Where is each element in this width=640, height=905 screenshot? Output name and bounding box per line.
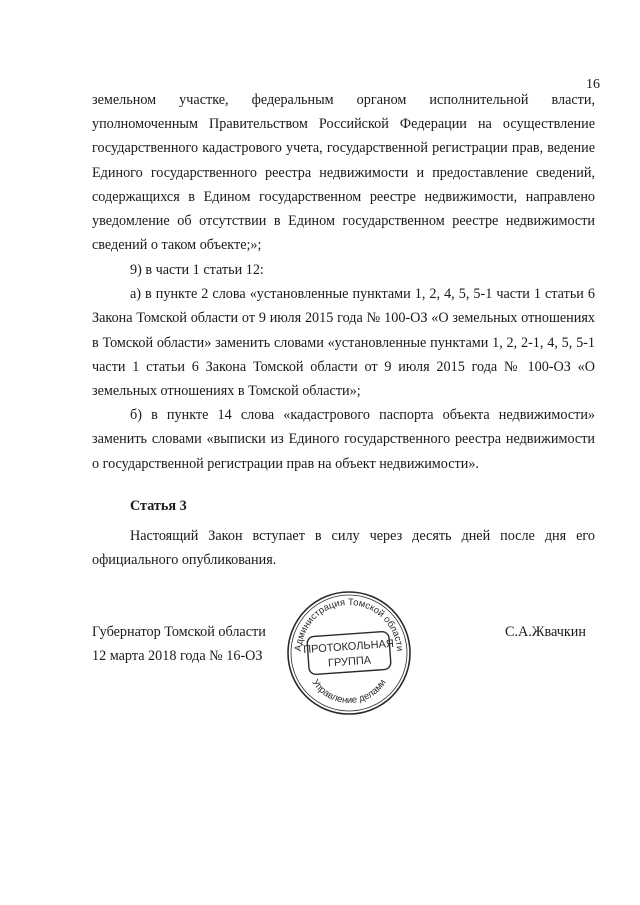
article-3-text: Настоящий Закон вступает в силу через десять дней после дня его официального опубликования. bbox=[92, 528, 595, 569]
law-date-number: 12 марта 2018 года № 16-ОЗ bbox=[92, 648, 263, 664]
svg-text:Управление делами bbox=[310, 678, 389, 707]
item-9b-paragraph: б) в пункте 14 слова «кадастрового паспорта объекта недвижимости» заменить словами «выписки из Единого государственного реестра недвижимости о государственной регистрации прав на объект недвижимости». bbox=[92, 407, 595, 472]
stamp-inner-line-2: ГРУППА bbox=[327, 654, 372, 670]
continuation-paragraph: уполномоченным Правительством Российской Федерации на осуществление государственного кадастрового учета, государственной регистрации прав, ведение Единого государственного реестра недвижимости и предоставление сведений, содержащихся в Едином государственном реестре недвижимости, направлено уведомление об отсутствии в Едином государственном реестре недвижимости сведений о таком объекте;»; bbox=[92, 116, 595, 254]
continuation-block bbox=[92, 88, 595, 257]
stamp-outer-bottom-text: Управление делами bbox=[309, 677, 389, 707]
stamp-inner-line-1: ПРОТОКОЛЬНАЯ bbox=[302, 637, 395, 657]
governor-name: С.А.Жвачкин bbox=[505, 624, 586, 640]
continuation-first-line: земельном участке, федеральным органом исполнительной власти, bbox=[92, 92, 595, 108]
item-9-block bbox=[92, 258, 595, 476]
item-9-heading: 9) в части 1 статьи 12: bbox=[130, 262, 264, 278]
article-3-block bbox=[92, 524, 595, 572]
article-3-heading: Статья 3 bbox=[130, 498, 187, 514]
page-number: 16 bbox=[586, 77, 600, 92]
protocol-stamp bbox=[284, 588, 414, 718]
item-9a-paragraph: а) в пункте 2 слова «установленные пунктами 1, 2, 4, 5, 5-1 части 1 статьи 6 Закона Томской области от 9 июля 2015 года № 100-ОЗ «О земельных отношениях в Томской области» заменить словами «установленные пунктами 1, 2, 2-1, 4, 5, 5-1 части 1 статьи 6 Закона Томской области от 9 июля 2015 года № 100-ОЗ «О земельных отношениях в Томской области»; bbox=[92, 286, 595, 400]
stamp-outer-top-text: Администрация Томской области bbox=[292, 596, 406, 652]
governor-title: Губернатор Томской области bbox=[92, 624, 266, 640]
